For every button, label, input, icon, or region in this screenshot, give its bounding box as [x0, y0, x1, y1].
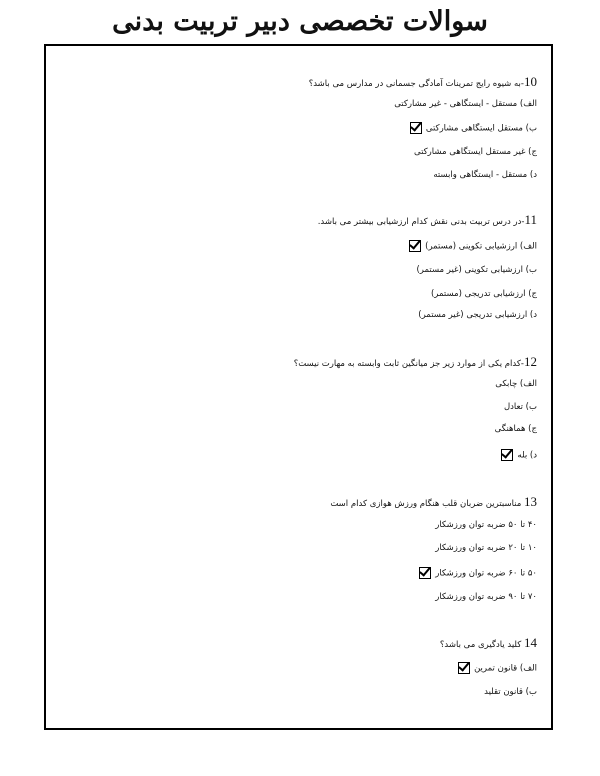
option-13-c[interactable]	[415, 567, 537, 579]
option-13-a[interactable]	[435, 520, 537, 530]
option-label: د) بله	[517, 450, 537, 461]
option-10-d[interactable]	[433, 170, 537, 180]
question-frame	[44, 44, 553, 730]
option-label: ۷۰ تا ۹۰ ضربه توان ورزشکار	[435, 592, 537, 602]
checkmark-icon	[410, 122, 422, 134]
option-label: د) ارزشیابی تدریجی (غیر مستمر)	[418, 310, 537, 320]
question-14	[440, 635, 537, 651]
option-11-a[interactable]	[405, 240, 537, 252]
question-11	[318, 212, 537, 228]
question-10	[309, 74, 537, 90]
page-title: سوالات تخصصی دبیر تربیت بدنی	[112, 6, 488, 37]
option-13-d[interactable]	[435, 592, 537, 602]
option-12-b[interactable]	[504, 402, 537, 412]
question-12	[294, 354, 537, 370]
option-12-d[interactable]	[497, 449, 537, 461]
option-11-c[interactable]	[431, 289, 537, 299]
option-11-d[interactable]	[418, 310, 537, 320]
option-13-b[interactable]	[435, 543, 537, 553]
option-label: ج) هماهنگی	[494, 424, 537, 434]
question-number: 11	[524, 212, 537, 227]
checkmark-icon	[458, 662, 470, 674]
question-13	[330, 494, 537, 510]
question-text: مناسبترین ضربان قلب هنگام ورزش هوازی کدام است	[330, 499, 522, 509]
option-label: د) مستقل - ایستگاهی وابسته	[433, 170, 537, 180]
option-11-b[interactable]	[416, 265, 537, 275]
checkmark-icon	[409, 240, 421, 252]
option-12-a[interactable]	[495, 379, 537, 389]
option-label: الف) قانون تمرین	[474, 663, 537, 674]
option-label: الف) چابکی	[495, 379, 537, 389]
option-label: ۴۰ تا ۵۰ ضربه توان ورزشکار	[435, 520, 537, 530]
option-label: ب) مستقل ایستگاهی مشارکتی	[425, 123, 537, 134]
option-10-a[interactable]	[394, 99, 537, 109]
option-label: ب) قانون تقلید	[484, 687, 537, 697]
option-14-b[interactable]	[484, 687, 537, 697]
option-label: ب) تعادل	[503, 402, 537, 412]
option-label: ج) ارزشیابی تدریجی (مستمر)	[430, 289, 537, 299]
option-12-c[interactable]	[495, 424, 537, 434]
option-label: الف) ارزشیابی تکوینی (مستمر)	[425, 241, 537, 252]
checkmark-icon	[419, 567, 431, 579]
question-text: -کدام یکی از موارد زیر جز میانگین ثابت وابسته به مهارت نیست؟	[293, 359, 524, 369]
question-number: 13	[524, 494, 537, 509]
option-14-a[interactable]	[454, 662, 537, 674]
question-number: 10	[524, 74, 537, 89]
option-label: الف) مستقل - ایستگاهی - غیر مشارکتی	[394, 99, 537, 109]
checkmark-icon	[501, 449, 513, 461]
option-10-c[interactable]	[414, 147, 537, 157]
question-text: -در درس تربیت بدنی نقش کدام ارزشیابی بیشتر می باشد.	[317, 217, 525, 227]
question-text: کلید یادگیری می باشد؟	[439, 640, 522, 650]
option-label: ج) غیر مستقل ایستگاهی مشارکتی	[413, 147, 537, 157]
question-text: -به شیوه رایج تمرینات آمادگی جسمانی در مدارس می باشد؟	[308, 79, 524, 89]
option-label: ۱۰ تا ۲۰ ضربه توان ورزشکار	[435, 543, 537, 553]
option-label: ۵۰ تا ۶۰ ضربه توان ورزشکار	[435, 568, 537, 579]
question-number: 14	[524, 635, 537, 650]
option-10-b[interactable]	[406, 122, 537, 134]
question-number: 12	[524, 354, 537, 369]
option-label: ب) ارزشیابی تکوینی (غیر مستمر)	[416, 265, 537, 275]
